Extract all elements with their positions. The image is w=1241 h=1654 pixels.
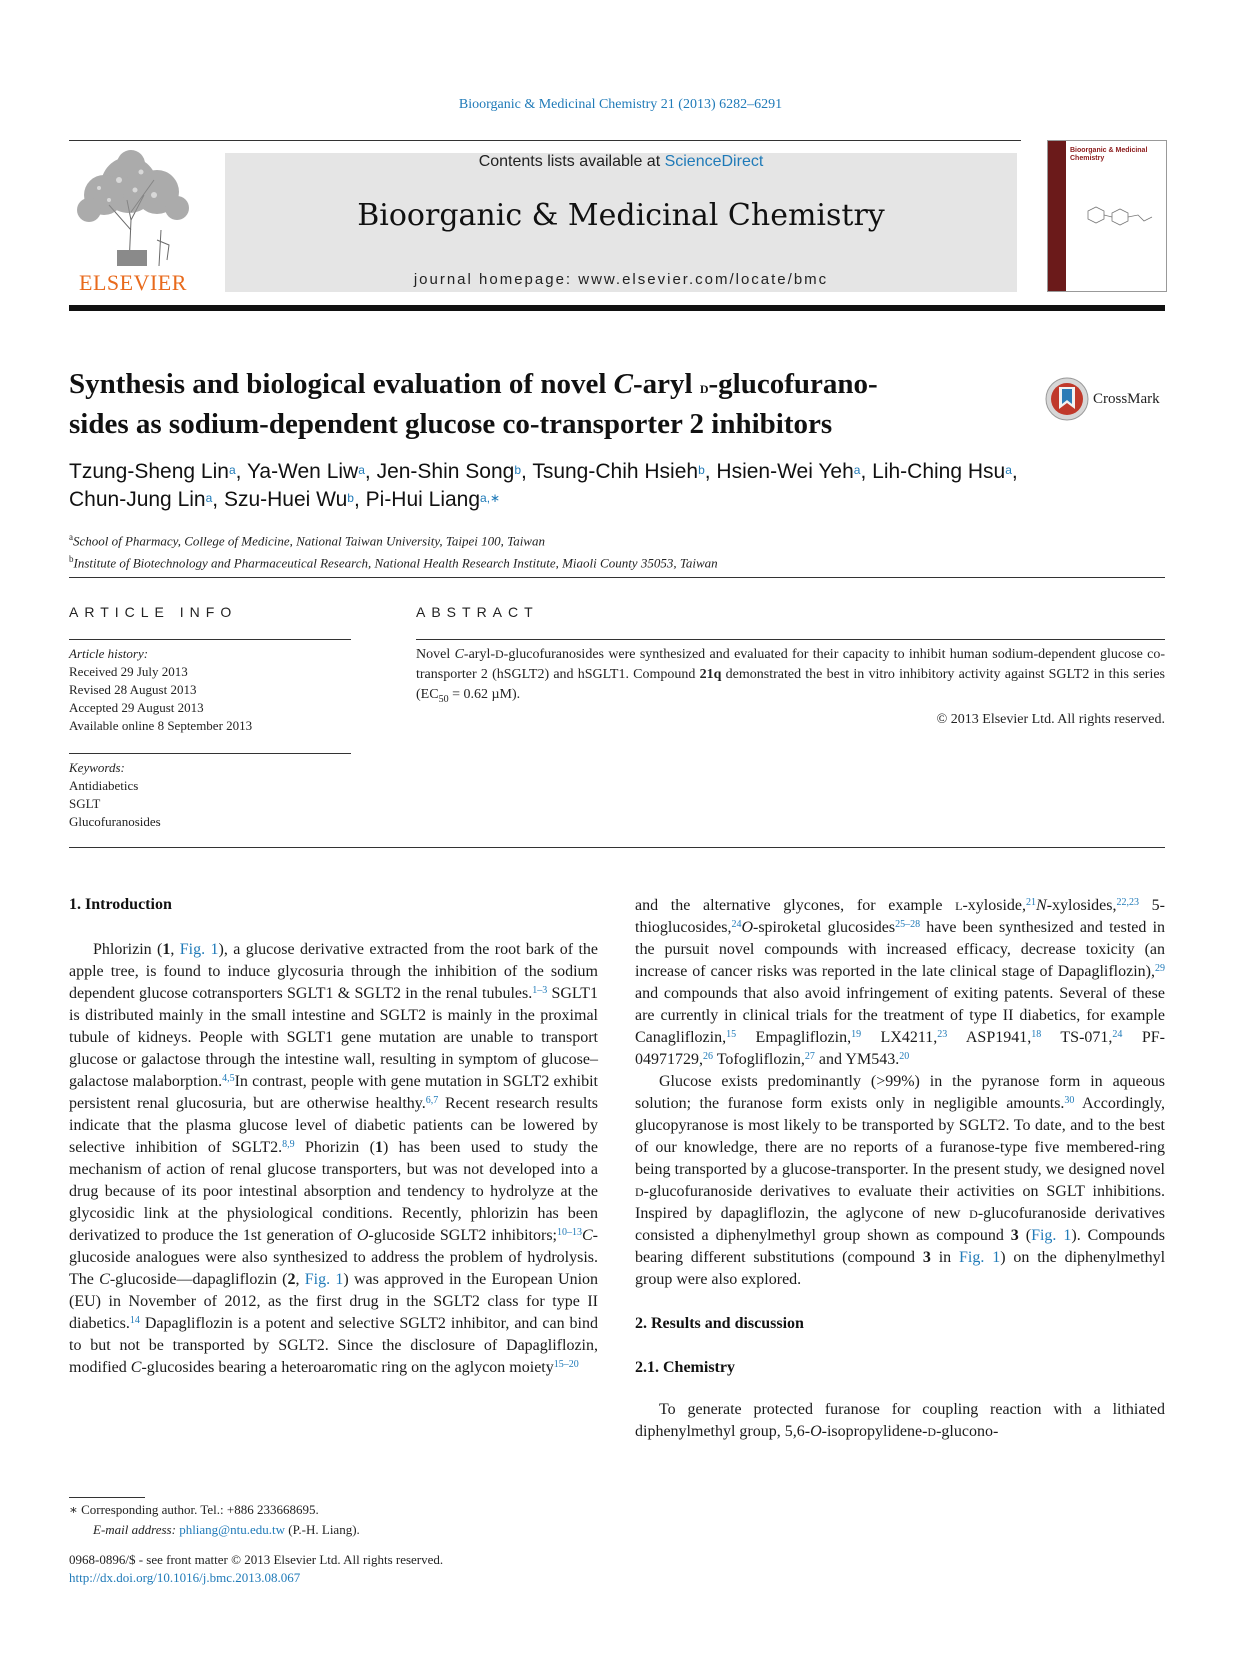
keyword: SGLT [69, 796, 101, 811]
title-part: -aryl [633, 368, 700, 400]
ref-link[interactable]: 19 [851, 1029, 862, 1040]
author[interactable]: Pi-Hui Liang$^{a,∗}$ [365, 488, 501, 511]
keyword: Glucofuranosides [69, 814, 161, 829]
article-title [69, 367, 1009, 442]
history-item: Available online 8 September 2013 [69, 718, 253, 733]
title-part: sides as sodium-dependent glucose co-transporter 2 inhibitors [69, 408, 833, 440]
publisher-name: ELSEVIER [79, 270, 187, 295]
results-heading: 2. Results and discussion [635, 1315, 804, 1332]
ref-link[interactable]: 25–28 [895, 919, 921, 930]
header-rule [69, 140, 1021, 141]
info-rule [69, 753, 351, 754]
ref-link[interactable]: 14 [129, 1315, 140, 1326]
title-part: C [613, 368, 633, 400]
sciencedirect-link[interactable]: ScienceDirect [664, 153, 764, 170]
contents-prefix: Contents lists available at [478, 153, 665, 170]
author[interactable]: Chun-Jung Lin$^a$ [69, 488, 213, 511]
ref-link[interactable]: 22,23 [1116, 897, 1139, 908]
cover-structure-icon [1078, 203, 1158, 233]
affiliation-a: $^a$School of Pharmacy, College of Medicine, National Taiwan University, Taipei 100, Taiwan [69, 532, 545, 549]
cover-title: Bioorganic & Medicinal Chemistry [1070, 147, 1148, 162]
ref-link[interactable]: 15–20 [553, 1359, 579, 1370]
elsevier-tree-icon [69, 150, 197, 268]
crossmark-icon [1045, 377, 1089, 421]
journal-homepage[interactable]: journal homepage: www.elsevier.com/locate/bmc [413, 271, 829, 288]
journal-masthead [225, 153, 1017, 292]
fig1-link[interactable]: Fig. 1 [959, 1249, 1001, 1266]
ref-link[interactable]: 23 [937, 1029, 948, 1040]
bottom-info [69, 1551, 669, 1587]
abstract-copyright: © 2013 Elsevier Ltd. All rights reserved. [936, 711, 1165, 727]
ref-link[interactable]: 6,7 [425, 1095, 439, 1106]
ref-link[interactable]: 21 [1026, 897, 1037, 908]
affiliations [69, 528, 1169, 573]
title-part: D [699, 382, 709, 396]
body-paragraph: Glucose exists predominantly (>99%) in the pyranose form in aqueous solution; the furanose form exists only in negligible amounts.$^{30}$ Accordingly, glucopyranose is most likely to be transported by SGLT2. To date, and to the best of our knowledge, there are no reports of a furanose-type five membered-ring being transported by a glucose-transporter. In the present study, we designed novel D-glucofuranoside derivatives to evaluate their activities on SGLT inhibitions. Inspired by dapagliflozin, the aglycone of new D-glucofuranoside derivatives consisted a diphenylmethyl group shown as compound 3 (Fig. 1). Compounds bearing different substitutions (compound 3 in Fig. 1) on the diphenylmethyl group were also explored. [635, 1073, 1166, 1288]
contents-line [225, 153, 1017, 171]
fig1-link[interactable]: Fig. 1 [179, 941, 219, 958]
ref-link[interactable]: 30 [1064, 1095, 1075, 1106]
title-part: Synthesis and biological evaluation of novel [69, 368, 614, 400]
crossmark-label: CrossMark [1093, 391, 1160, 407]
author[interactable]: Jen-Shin Song$^b$ [376, 460, 522, 483]
article-history [69, 645, 351, 735]
abstract-text: Novel C-aryl-D-glucofuranosides were synthesized and evaluated for their capacity to inhibit human sodium-dependent glucose co-transporter 2 (hSGLT2) and hSGLT1. Compound 21q demonstrated the best in vitro inhibitory activity against SGLT2 in this series ($EC_{50} = 0.62$ µM). © 2013 Elsevier Ltd. All rights reserved. [416, 644, 1165, 730]
doi-link[interactable]: http://dx.doi.org/10.1016/j.bmc.2013.08.067 [69, 1570, 301, 1585]
body-paragraph: and the alternative glycones, for example L-xyloside,$^{21}$N-xylosides,$^{22,23}$ 5-thioglucosides,$^{24}$O-spiroketal glucosides$^{25-28}$ have been synthesized and tested in the pursuit novel compounds with increased efficacy, decrease toxicity (an increase of cancer risks was reported in the late clinical stage of Dapagliflozin),$^{29}$ and compounds that also avoid infringement of exiting patents. Several of these are currently in clinical trials for the treatment of type II diabetics, for example Canagliflozin,$^{15}$ Empagliflozin,$^{19}$ LX4211,23 ASP1941,18 TS-071,24 PF-04971729,26 Tofogliflozin,$^{27}$ and YM543.20 [635, 897, 1166, 1068]
section-rule [69, 577, 1165, 578]
email-link[interactable]: phliang@ntu.edu.tw [179, 1522, 286, 1537]
author[interactable]: Szu-Huei Wu$^b$ [223, 488, 354, 511]
ref-link[interactable]: 15 [726, 1029, 737, 1040]
author[interactable]: Ya-Wen Liw$^a$ [246, 460, 365, 483]
fig1-link[interactable]: Fig. 1 [304, 1271, 344, 1288]
fig1-link[interactable]: Fig. 1 [1031, 1227, 1072, 1244]
intro-paragraph: Phlorizin (1, Fig. 1), a glucose derivative extracted from the root bark of the apple tree, is found to induce glycosuria through the inhibition of the sodium dependent glucose cotransporters SGLT1 & SGLT2 in the renal tubules.$^{1-3}$ SGLT1 is distributed mainly in the small intestine and SGLT2 is mainly in the proximal tubule of kidneys. People with SGLT1 gene mutation are unable to transport glucose or galactose through the intestine wall, resulting in symptom of glucose–galactose malaborption.$^{4,5}$In contrast, people with gene mutation in SGLT2 exhibit persistent renal glucosuria, but are otherwise healthy.$^{6,7}$ Recent research results indicate that the plasma glucose level of diabetic patients can be lowered by selective inhibition of SGLT2.$^{8,9}$ Phorizin (1) has been used to study the mechanism of action of renal glucose transporters, but was not developed into a drug because of its poor intestinal absorption and tendency to hydrolyze at the glycosidic link at the physiological conditions. Recently, phlorizin has been derivatized to produce the 1st generation of O-glucoside SGLT2 inhibitors;$^{10-13}$C-glucoside analogues were also synthesized to address the problem of hydrolysis. The C-glucoside—dapagliflozin (2, Fig. 1) was approved in the European Union (EU) in November of 2012, as the first drug in the SGLT2 class for type II diabetics.$^{14}$ Dapagliflozin is a potent and selective SGLT2 inhibitor, and can bind to but not be transported by SGLT2. Since the disclosure of Dapagliflozin, modified C-glucosides bearing a heteroaromatic ring on the aglycon moiety$^{15-20}$ [69, 941, 599, 1376]
history-item: Accepted 29 August 2013 [69, 700, 204, 715]
email-line: E-mail address: phliang@ntu.edu.tw (P.-H. Liang). [93, 1522, 360, 1537]
ref-link[interactable]: 20 [899, 1051, 910, 1062]
ref-link[interactable]: 27 [804, 1051, 815, 1062]
history-label: Article history: [69, 646, 149, 661]
ref-link[interactable]: 24 [731, 919, 742, 930]
ref-link[interactable]: 24 [1112, 1029, 1123, 1040]
author-list: Tzung-Sheng Lin$^a$, Ya-Wen Liw$^a$, Jen-Shin Song$^b$, Tsung-Chih Hsieh$^b$, Hsien-Wei Yeh$^a$, Lih-Ching Hsu$^a$, Chun-Jung Lin$^a$, Szu-Huei Wu$^b$, Pi-Hui Liang$^{a,∗}$ [69, 460, 1018, 511]
keywords [69, 759, 351, 831]
intro-heading: 1. Introduction [69, 896, 172, 913]
ref-link[interactable]: 4,5 [222, 1073, 235, 1084]
affiliation-b: $^b$Institute of Biotechnology and Pharmaceutical Research, National Health Research Institute, Miaoli County 35053, Taiwan [69, 554, 718, 571]
ref-link[interactable]: 10–13 [557, 1227, 582, 1238]
ref-link[interactable]: 1–3 [532, 985, 548, 996]
footnote [69, 1500, 598, 1540]
info-rule [69, 639, 351, 640]
abstract-rule [416, 639, 1165, 640]
chemistry-heading: 2.1. Chemistry [635, 1359, 735, 1376]
body-paragraph: To generate protected furanose for coupling reaction with a lithiated diphenylmethyl group, 5,6-O-isopropylidene-D-glucono- [635, 1401, 1165, 1440]
author[interactable]: Tzung-Sheng Lin$^a$ [69, 460, 236, 483]
issn-line: 0968-0896/$ - see front matter © 2013 Elsevier Ltd. All rights reserved. [69, 1552, 444, 1567]
ref-link[interactable]: 26 [703, 1051, 713, 1062]
right-column [635, 895, 1165, 1443]
abstract-heading: ABSTRACT [416, 604, 539, 620]
title-part: -glucofurano- [708, 368, 878, 400]
crossmark-badge[interactable] [1045, 377, 1175, 421]
ref-link[interactable]: 8,9 [282, 1139, 295, 1150]
history-item: Revised 28 August 2013 [69, 682, 197, 697]
elsevier-logo[interactable] [69, 150, 197, 294]
section-rule [69, 847, 1165, 848]
author[interactable]: Hsien-Wei Yeh$^a$ [716, 460, 861, 483]
intro-column [69, 939, 598, 1379]
history-item: Received 29 July 2013 [69, 664, 188, 679]
journal-citation[interactable]: Bioorganic & Medicinal Chemistry 21 (2013) 6282–6291 [458, 97, 783, 112]
keywords-label: Keywords: [69, 760, 125, 775]
ref-link[interactable]: 29 [1155, 963, 1165, 974]
journal-cover[interactable] [1047, 140, 1167, 292]
author[interactable]: Tsung-Chih Hsieh$^b$ [532, 460, 705, 483]
footnote-rule [69, 1497, 145, 1498]
journal-title: Bioorganic & Medicinal Chemistry [357, 198, 885, 233]
article-info-heading: ARTICLE INFO [69, 604, 238, 620]
keyword: Antidiabetics [69, 778, 139, 793]
corresponding-author: ∗ Corresponding author. Tel.: +886 233668695. [69, 1502, 319, 1517]
header-thick-rule [69, 305, 1165, 311]
ref-link[interactable]: 18 [1031, 1029, 1042, 1040]
cover-spine [1048, 141, 1066, 291]
author[interactable]: Lih-Ching Hsu$^a$ [872, 460, 1012, 483]
